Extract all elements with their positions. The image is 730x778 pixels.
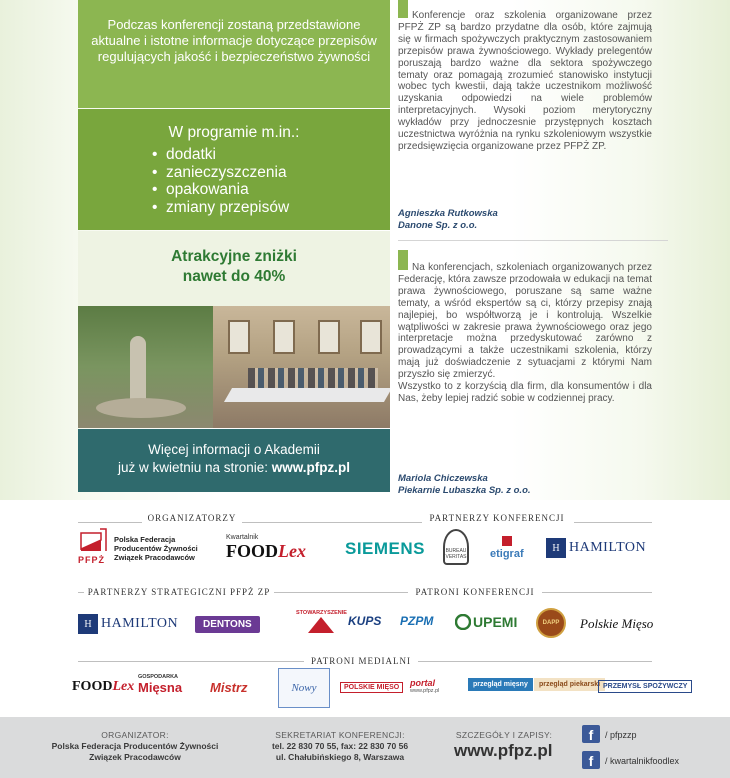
section-label-media: PATRONI MEDIALNI: [311, 656, 411, 666]
divider: [574, 522, 652, 523]
info-text: [78, 441, 390, 477]
etigraf-icon: [500, 534, 514, 548]
hamilton-logo[interactable]: H HAMILTON: [546, 538, 646, 558]
gospodarka-miesna-logo[interactable]: GOSPODARKA Mięsna: [138, 674, 183, 695]
footer-secretariat: tel. 22 830 70 55, fax: 22 830 70 56 ul. Chałubińskiego 8, Warszawa: [271, 741, 409, 762]
author-company: Danone Sp. z o.o.: [398, 220, 478, 231]
section-label-patrons: PATRONI KONFERENCJI: [415, 587, 535, 597]
discount-text: [78, 247, 390, 287]
program-item: • zmiany przepisów: [152, 199, 289, 217]
intro-text: Podczas konferencji zostaną przedstawione aktualne i istotne informacje dotyczące przepisów regulujących jakość i bezpieczeństwo żywności: [91, 17, 377, 64]
divider: [78, 592, 84, 593]
divider: [398, 240, 668, 241]
divider: [542, 592, 652, 593]
facebook-link-foodlex[interactable]: / kwartalnikfoodlex: [605, 756, 680, 766]
footer-details-label: SZCZEGÓŁY I ZAPISY:: [455, 730, 553, 740]
pfpz-word: PFPŻ: [78, 555, 106, 565]
dapp-logo[interactable]: DAPP: [536, 608, 566, 638]
divider: [78, 522, 142, 523]
program-item: • opakowania: [152, 181, 289, 199]
pfpz-logo-icon: [78, 527, 108, 553]
footer-url-link[interactable]: www.pfpz.pl: [454, 741, 553, 760]
discount-line: nawet do 40%: [182, 268, 286, 285]
divider: [418, 661, 652, 662]
footer-organizer-label: ORGANIZATOR:: [101, 730, 169, 740]
pfpz-name: Polska Federacja Producentów Żywności Związek Pracodawców: [114, 535, 198, 562]
section-label-strategic: PARTNERZY STRATEGICZNI PFPŻ ZP: [87, 587, 271, 597]
upemi-logo[interactable]: UPEMI: [455, 614, 517, 630]
bureau-veritas-logo[interactable]: BUREAU VERITAS: [443, 529, 469, 565]
author-name: Agnieszka Rutkowska: [398, 208, 498, 219]
przeglad-piekarski-logo[interactable]: przegląd piekarski: [534, 678, 605, 691]
testimonial-text: Konferencje oraz szkolenia organizowane przez PFPŻ ZP są bardzo przydatne dla osób, które zajmują się w firmach spożywczych praktycznym zastosowaniem przepisów prawa żywnościowego. Wykłady prelegentów poruszają bardzo ważne dla sektora spożywczego tematy oraz pomagają zrozumieć stanowisko instytucji wobec tych kwestii, dają także uczestnikom możliwość uzyskania odpowiedzi na wiele problemów interpretacyjnych. Wysoki poziom merytoryczny wykładów przy jednoczesnie przystępnych kosztach uczestnictwa wyróżnia na rynku szkoleniowym wszystkie przedsięwzięcia organizowane przez PFPŻ ZP.: [398, 10, 652, 152]
stowarzyszenie-icon: [307, 616, 335, 634]
author-name: Mariola Chiczewska: [398, 473, 488, 484]
hamilton-logo[interactable]: H HAMILTON: [78, 614, 178, 634]
testimonial-text: Na konferencjach, szkoleniach organizowanych przez Federację, która zawsze przodowała w edukacji na temat prawa żywnościowego, poruszane są same ważne tematy, a wśród ekspertów są ci, którzy przepisy znają najlepiej, bo współtworzą je i kontrolują. Wszelkie wątpliwości w zakresie prawa żywnościowego oraz jego interpretacje można przedyskutować zarówno z prowadzącymi a także uczestnikami szkolenia, którzy mają już doświadczenie z sytuacjami z którymi Nam przyszło się zmierzyć.: [398, 262, 652, 381]
program-list: [152, 146, 289, 216]
author-company: Piekarnie Lubaszka Sp. z o.o.: [398, 485, 531, 496]
portal-logo[interactable]: portal www.pfpz.pl: [410, 678, 440, 694]
przeglad-miesny-logo[interactable]: przegląd mięsny: [468, 678, 533, 691]
divider: [78, 661, 304, 662]
testimonial-text: Wszystko to z korzyścią dla firm, dla konsumentów i dla Nas, żeby lepiej radzić sobie w codziennej pracy.: [398, 381, 652, 404]
mistrz-logo[interactable]: Mistrz: [210, 680, 248, 695]
kups-logo[interactable]: KUPS: [348, 614, 382, 628]
facebook-link-pfpzzp[interactable]: / pfpzzp: [605, 730, 637, 740]
info-line: Więcej informacji o Akademii: [148, 442, 320, 457]
divider: [274, 592, 408, 593]
conference-photo: [78, 306, 390, 428]
testimonial-author: [398, 473, 531, 497]
program-item: • zanieczyszczenia: [152, 164, 289, 182]
quote-mark-icon: [398, 0, 408, 18]
siemens-logo[interactable]: SIEMENS: [345, 539, 426, 558]
foodlex-media-logo[interactable]: FOODLex: [72, 679, 135, 694]
program-title: W programie m.in.:: [168, 124, 300, 141]
info-line: już w kwietniu na stronie:: [117, 460, 269, 475]
nowy-logo[interactable]: Nowy: [278, 668, 330, 708]
foodlex-logo[interactable]: Kwartalnik FOODLex: [226, 534, 306, 561]
section-label-organizers: ORGANIZATORZY: [147, 513, 237, 523]
etigraf-logo[interactable]: etigraf: [490, 534, 524, 560]
section-label-partners: PARTNERZY KONFERENCJI: [429, 513, 565, 523]
dentons-logo[interactable]: DENTONS: [195, 616, 260, 633]
testimonial-quote: [398, 262, 652, 405]
polskie-mieso-media-logo[interactable]: POLSKIE MIĘSO: [340, 682, 403, 693]
stowarzyszenie-logo[interactable]: STOWARZYSZENIE: [296, 610, 347, 634]
upemi-icon: [455, 614, 471, 630]
pzpm-logo[interactable]: PZPM: [400, 614, 434, 628]
polskie-mieso-logo[interactable]: Polskie Mięso: [580, 616, 654, 631]
info-url-link[interactable]: www.pfpz.pl: [271, 460, 351, 475]
program-item: • dodatki: [152, 146, 289, 164]
testimonial-author: [398, 208, 498, 232]
footer-organizer: Polska Federacja Producentów Żywności Związek Pracodawców: [51, 741, 219, 762]
discount-line: Atrakcyjne zniżki: [171, 248, 297, 265]
divider: [242, 522, 422, 523]
quote-mark-icon: [398, 250, 408, 270]
facebook-icon[interactable]: f: [582, 725, 600, 743]
testimonial-quote: [398, 10, 652, 153]
przemysl-spozywczy-logo[interactable]: PRZEMYSŁ SPOŻYWCZY: [598, 680, 692, 693]
footer-secretariat-label: SEKRETARIAT KONFERENCJI:: [275, 730, 405, 740]
facebook-icon[interactable]: f: [582, 751, 600, 769]
